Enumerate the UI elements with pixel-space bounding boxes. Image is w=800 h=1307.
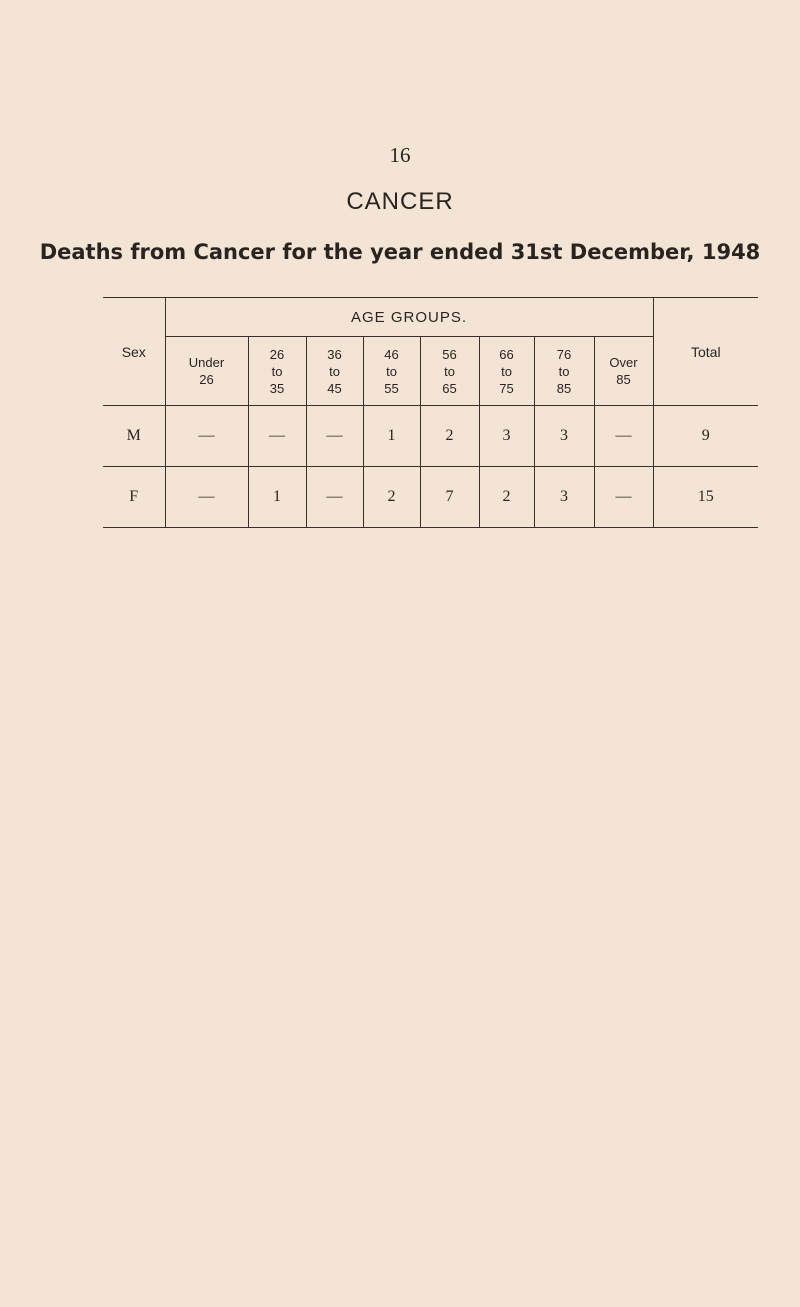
table-cell: 3: [534, 467, 594, 528]
table-cell: —: [165, 467, 248, 528]
sex-cell: M: [103, 406, 165, 467]
sex-header: Sex: [103, 298, 165, 406]
table-cell: —: [306, 467, 363, 528]
age-group-header: 66 to 75: [479, 337, 534, 406]
age-group-header: 36 to 45: [306, 337, 363, 406]
sex-cell: F: [103, 467, 165, 528]
table-cell: 3: [479, 406, 534, 467]
age-group-header: 76 to 85: [534, 337, 594, 406]
age-group-header: 46 to 55: [363, 337, 420, 406]
table-cell: 7: [420, 467, 479, 528]
table-cell: —: [248, 406, 306, 467]
table-row: [103, 406, 758, 467]
table-cell: 1: [248, 467, 306, 528]
table-cell: 2: [420, 406, 479, 467]
age-group-header: 26 to 35: [248, 337, 306, 406]
table-cell: —: [594, 406, 653, 467]
table-cell: —: [306, 406, 363, 467]
table-cell: 3: [534, 406, 594, 467]
page-number: 16: [389, 143, 411, 167]
table-cell: 2: [479, 467, 534, 528]
age-groups-header: AGE GROUPS.: [165, 298, 653, 337]
table-caption: Deaths from Cancer for the year ended 31st December, 1948: [39, 240, 761, 264]
cancer-deaths-table: [103, 297, 758, 528]
age-group-header: 56 to 65: [420, 337, 479, 406]
total-header: Total: [653, 298, 758, 406]
age-group-header: Under 26: [165, 337, 248, 406]
table-cell: —: [165, 406, 248, 467]
table-cell: —: [594, 467, 653, 528]
page-title: CANCER: [346, 188, 454, 215]
table-row: [103, 467, 758, 528]
total-cell: 9: [653, 406, 758, 467]
table-cell: 1: [363, 406, 420, 467]
table-cell: 2: [363, 467, 420, 528]
total-cell: 15: [653, 467, 758, 528]
age-group-header: Over 85: [594, 337, 653, 406]
